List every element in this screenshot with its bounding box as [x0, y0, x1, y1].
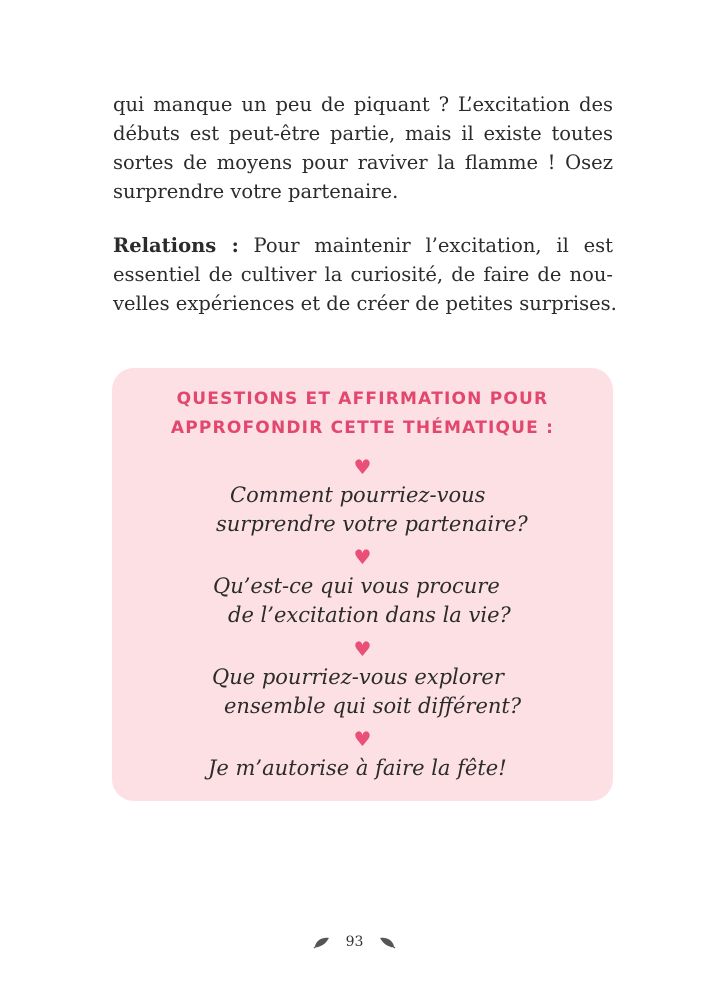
- text-line: qui manque un peu de piquant ? L’excitation des: [113, 93, 613, 116]
- text-line: [113, 231, 613, 260]
- leaf-ornament-icon: [313, 935, 331, 949]
- question-line: Comment pourriez-vous: [230, 483, 486, 507]
- affirmation-line: Je m’autorise à faire la fête!: [208, 756, 507, 780]
- heart-icon: ♥: [353, 455, 372, 479]
- box-title-line: APPROFONDIR CETTE THÉMATIQUE :: [170, 418, 555, 438]
- question-line: Que pourriez-vous explorer: [212, 665, 504, 689]
- heart-icon: ♥: [353, 545, 372, 569]
- page-number: 93: [345, 934, 364, 950]
- text-line: velles expériences et de créer de petites surprises.: [113, 292, 617, 315]
- paragraph-relations: [113, 231, 617, 318]
- heart-icon: ♥: [353, 727, 372, 751]
- text-line: sortes de moyens pour raviver la flamme ! Osez: [113, 151, 613, 174]
- affirmation: [112, 754, 613, 783]
- text-line: essentiel de cultiver la curiosité, de faire de nou-: [113, 263, 613, 286]
- question-2: [112, 572, 613, 630]
- text-line: surprendre votre partenaire.: [113, 180, 399, 203]
- paragraph-intro: [113, 90, 613, 206]
- text-line: débuts est peut-être partie, mais il existe toutes: [113, 122, 613, 145]
- relations-label: Relations :: [113, 234, 239, 257]
- text-fragment: Pour maintenir l’excitation, il est: [238, 234, 613, 257]
- question-3: [112, 663, 613, 721]
- question-line: de l’excitation dans la vie?: [228, 603, 511, 627]
- question-line: surprendre votre partenaire?: [216, 512, 528, 536]
- questions-box: [112, 368, 613, 801]
- question-line: Qu’est-ce qui vous procure: [213, 574, 500, 598]
- box-title-line: QUESTIONS ET AFFIRMATION POUR: [176, 389, 549, 409]
- leaf-ornament-icon: [378, 935, 396, 949]
- question-1: [112, 481, 613, 539]
- page-footer: [0, 934, 709, 950]
- heart-icon: ♥: [353, 637, 372, 661]
- question-line: ensemble qui soit différent?: [224, 694, 522, 718]
